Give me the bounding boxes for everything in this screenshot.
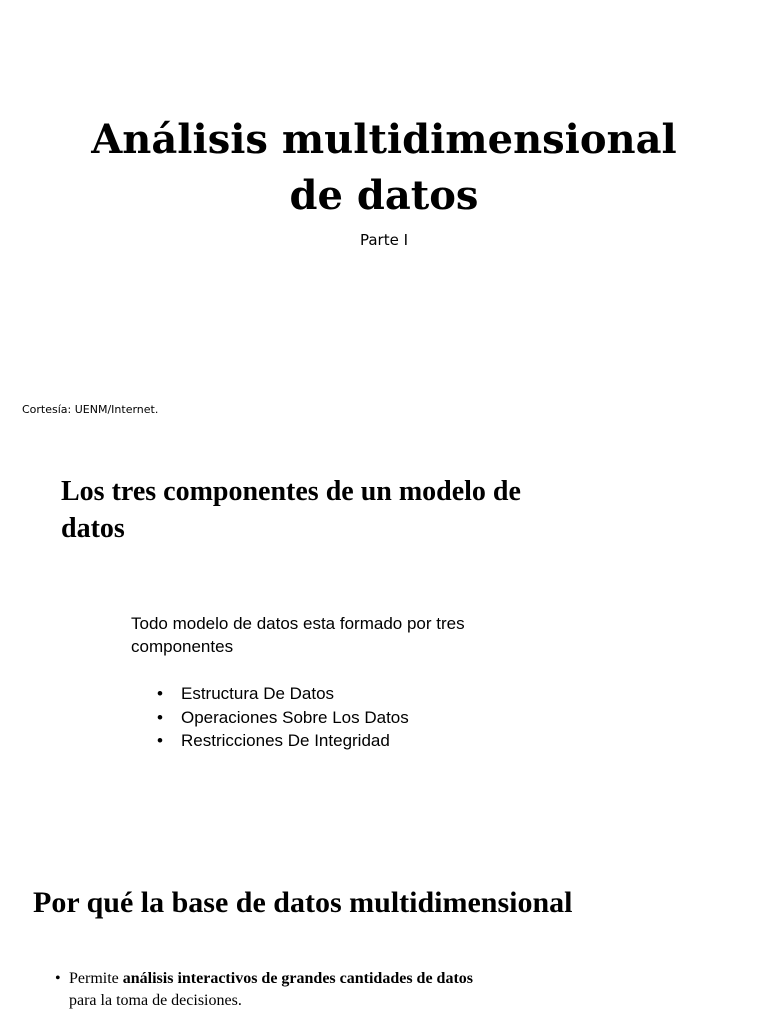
bullet-icon: • <box>157 707 163 727</box>
intro-line-1: Todo modelo de datos esta formado por tres <box>131 614 465 633</box>
heading-line-2: datos <box>61 513 125 544</box>
intro-line-2: componentes <box>131 637 234 656</box>
list-item-label: Estructura De Datos <box>181 684 335 703</box>
bullet-icon: • <box>157 731 163 750</box>
list-item <box>157 706 409 730</box>
list-item <box>157 682 409 706</box>
slide-heading: Por qué la base de datos multidimensional <box>33 886 573 919</box>
presentation-subtitle: Parte I <box>359 231 409 249</box>
bullet-icon: • <box>55 970 61 987</box>
slide-components <box>0 440 768 820</box>
slide-title <box>0 0 768 440</box>
list-item-label: Restricciones De Integridad <box>181 731 390 750</box>
list-item-label: Operaciones Sobre Los Datos <box>181 707 409 727</box>
slide-heading <box>61 473 681 547</box>
title-line-1: Análisis multidimensional <box>91 116 677 163</box>
bullet-prefix: Permite <box>69 970 123 987</box>
credit-note: Cortesía: UENM/Internet. <box>22 403 159 416</box>
bullet-icon: • <box>157 684 163 703</box>
components-list <box>157 682 409 753</box>
presentation-title <box>0 112 768 224</box>
intro-paragraph <box>131 612 571 658</box>
slide-why-multidimensional <box>0 820 768 1024</box>
bullet-paragraph <box>55 968 655 1012</box>
heading-line-1: Los tres componentes de un modelo de <box>61 476 521 507</box>
bullet-emphasis: análisis interactivos de grandes cantidades de datos <box>122 970 474 987</box>
list-item <box>157 729 409 753</box>
title-line-2: de datos <box>289 172 479 219</box>
bullet-continuation: para la toma de decisiones. <box>69 992 242 1009</box>
